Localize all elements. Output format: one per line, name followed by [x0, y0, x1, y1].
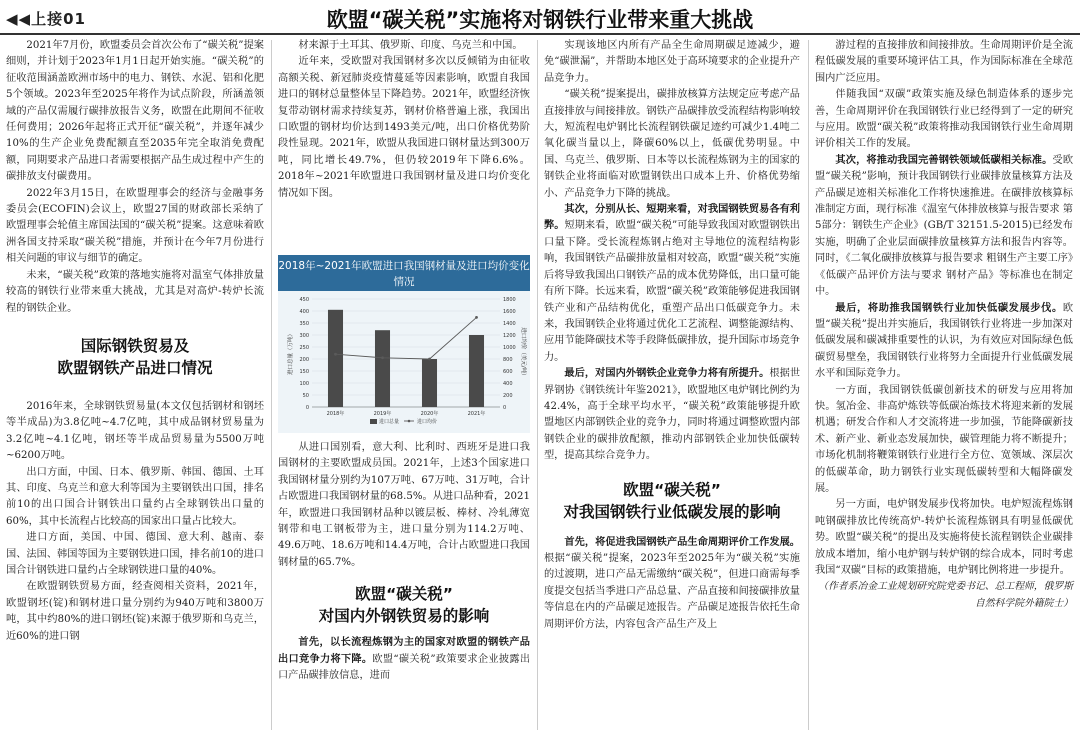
- column-1: [6, 38, 264, 645]
- paragraph: 受欧盟“碳关税”影响，预计我国钢铁行业碳排放量核算方法及产品碳足迹相关标准化工作将快速推进。在碳排放核算标准制定方面，现行标准《温室气体排放核算与报告要求 第5部分：钢铁生产企业》(GB/T 32151.5-2015)已经发布实施，明确了企业层面碳排放量核算方法和报告内容等。同时，《二氧化碳排放核算与报告要求 粗钢生产主要工序》《低碳产品评价方法与要求 钢材产品》等标准也在制定中。: [815, 154, 1074, 298]
- x-tick-label: 2018年: [326, 411, 345, 417]
- y-tick-label: 50: [302, 393, 309, 399]
- y2-tick-label: 1600: [503, 309, 516, 315]
- y2-tick-label: 1000: [503, 345, 516, 351]
- bar: [328, 310, 343, 407]
- section-heading: 欧盟钢铁产品进口情况: [57, 358, 213, 377]
- paragraph: 另一方面，电炉钢发展步伐将加快。电炉短流程炼钢吨钢碳排放比传统高炉-转炉长流程炼钢具有明显低碳优势。欧盟“碳关税”的提出及实施将使长流程钢铁企业碳排放成本增加，缩小电炉钢与转炉钢的综合成本，同时考虑我国“双碳”目标的政策措施，电炉钢比例将进一步提升。: [815, 499, 1073, 576]
- line-point: [475, 316, 478, 319]
- y-axis-label: 进口总量（万吨）: [288, 330, 294, 376]
- import-chart: [278, 255, 530, 433]
- paragraph: 实现该地区内所有产品全生命周期碳足迹减少，避免“碳泄漏”，并帮助本地区处于高环境要求的企业提升产品竞争力。: [544, 40, 800, 84]
- paragraph: 短期来看，欧盟“碳关税”可能导致我国对欧盟钢铁出口量下降。受长流程炼钢占绝对主导地位的流程结构影响，我国钢铁产品碳排放量相对较高，欧盟“碳关税”实施后将导致我国出口钢铁产品的成本优势降低，出口量可能有所下降。长远来看，欧盟“碳关税”政策能够促进我国钢铁产业和产品结构优化，重塑产品出口低碳竞争力。未来，我国钢铁企业将通过优化工艺流程、调整能源结构、应用节能降碳技术等手段降低碳排放，提升国际市场竞争力。: [544, 220, 800, 363]
- y2-tick-label: 200: [503, 393, 513, 399]
- paragraph: 根据世界钢协《钢铁统计年鉴2021》，欧盟地区电炉钢比例约为42.4%，高于全球平均水平，“碳关税”政策能够提升欧盟地区内部钢铁企业的竞争力，同时将通过调整欧盟内部钢铁企业的碳排放配额，推动内部钢铁企业加快低碳转型，提高其综合竞争力。: [544, 368, 801, 462]
- page-header: [0, 0, 1080, 34]
- y-tick-label: 0: [305, 405, 309, 411]
- paragraph: 进口方面，美国、中国、德国、意大利、越南、泰国、法国、韩国等国为主要钢铁进口国，排名前10的进口国合计钢铁进口量约占全球钢铁进口量的40%。: [6, 532, 264, 576]
- bold-lead: 最后，对国内外钢铁企业竞争力将有所提升。: [564, 368, 770, 380]
- y-tick-label: 150: [299, 369, 309, 375]
- column-4: [815, 38, 1073, 612]
- author-note: （作者系冶金工业规划研究院党委书记、总工程师，俄罗斯自然科学院外籍院士）: [818, 581, 1073, 609]
- column-2-lower: [278, 440, 530, 684]
- paragraph: 2022年3月15日，在欧盟理事会的经济与金融事务委员会(ECOFIN)会议上，欧盟27国的财政部长采纳了欧盟理事会轮值主席国法国的“碳关税”提案。这意味着欧洲各国支持采取“碳关税”措施，并预计在今年7月份进行相关问题的审议与细节的确定。: [6, 187, 264, 265]
- y2-axis-label: 进口均价（美元/吨）: [520, 327, 526, 379]
- paragraph: 欧盟“碳关税”政策要求企业披露出口产品碳排放信息，进而: [278, 653, 531, 682]
- bold-lead: 其次，将推动我国完善钢铁领域低碳相关标准。: [835, 154, 1053, 166]
- paragraph: 在欧盟钢铁贸易方面，经查阅相关资料，2021年，欧盟钢坯(锭)和钢材进口量分别约为940万吨和3800万吨，其中约80%的进口钢坯(锭)来源于俄罗斯和乌克兰，近60%的进口钢: [6, 581, 264, 642]
- chart-title: 2018年~2021年欧盟进口我国钢材量及进口均价变化情况: [278, 255, 530, 291]
- bold-lead: 最后，将助推我国钢铁行业加快低碳发展步伐。: [835, 302, 1063, 314]
- bold-lead: 其次，分别从长、短期来看，对我国钢铁贸易各有利弊。: [544, 204, 800, 232]
- paragraph: 未来，“碳关税”政策的落地实施将对温室气体排放量较高的钢铁行业带来重大挑战，尤其是对高炉-转炉长流程的钢铁企业。: [6, 269, 264, 314]
- y-tick-label: 250: [299, 345, 309, 351]
- y-tick-label: 200: [299, 357, 309, 363]
- paragraph: 出口方面，中国、日本、俄罗斯、韩国、德国、土耳其、印度、乌克兰和意大利等国为主要钢铁出口国，排名前10的出口国合计钢铁出口量约占全球钢铁出口量的60%，其中长流程占比较高的国家出口量占比较大。: [6, 466, 264, 527]
- column-2: [278, 38, 530, 202]
- y2-tick-label: 1200: [503, 333, 516, 339]
- column-divider: [808, 40, 809, 730]
- y2-tick-label: 400: [503, 381, 513, 387]
- bar: [469, 335, 484, 407]
- line-point: [381, 356, 384, 359]
- section-heading: 欧盟“碳关税”: [355, 585, 453, 604]
- legend-swatch-point: [408, 420, 411, 423]
- section-heading: 对我国钢铁行业低碳发展的影响: [563, 502, 781, 521]
- line-point: [334, 353, 337, 356]
- paragraph: “碳关税”提案提出，碳排放核算方法规定应考虑产品直接排放与间接排放。钢铁产品碳排放受流程结构影响较大，短流程电炉钢比长流程钢铁碳足迹约可减少1.4吨二氧化碳当量以上，降碳60%以上，低碳优势明显。中国、乌克兰、俄罗斯、日本等以长流程炼钢为主的国家的钢铁企业将面临对欧盟钢铁出口成本上升、价格优势缩小、产品竞争力下降的挑战。: [544, 89, 800, 199]
- paragraph: 从进口国别看，意大利、比利时、西班牙是进口我国钢材的主要欧盟成员国。2021年，上述3个国家进口我国钢材量分别约为107万吨、67万吨、31万吨，合计占欧盟进口我国钢材量的68.5%。从进口品种看，2021年，欧盟进口我国钢材品种以镀层板、棒材、冷轧薄宽钢带和电工钢板带为主，进口量分别为114.2万吨、49.6万吨、18.6万吨和14.4万吨，合计占欧盟进口我国钢材量的65.7%。: [278, 442, 530, 568]
- legend-swatch-bar: [370, 419, 377, 424]
- y-tick-label: 400: [299, 309, 309, 315]
- y-tick-label: 450: [299, 297, 309, 303]
- paragraph: 2016年来，全球钢铁贸易量(本文仅包括钢材和钢坯等半成品)为3.8亿吨~4.7亿吨，其中成品钢材贸易量为3.2亿吨~4.1亿吨，钢坯等半成品贸易量为5500万吨~6200万吨。: [6, 400, 264, 462]
- y2-tick-label: 1400: [503, 321, 516, 327]
- paragraph: 根据“碳关税”提案，2023年至2025年为“碳关税”实施的过渡期，进口产品无需缴纳“碳关税”，但进口商需每季度提交包括当季进口产品总量、产品直接和间接碳排放量等信息在内的产品碳足迹报告。产品碳足迹报告依托生命周期评价方法，内容包含产品生产及上: [544, 552, 800, 630]
- bold-lead: 首先，将促进我国钢铁产品生命周期评价工作发展。: [564, 536, 800, 548]
- paragraph: 欧盟“碳关税”提出并实施后，我国钢铁行业将进一步加深对低碳发展和碳减排重要性的认识，为有效应对国际绿色低碳贸易壁垒，我国钢铁行业将努力全面提升行业低碳发展水平和国际竞争力。: [815, 302, 1073, 380]
- column-divider: [271, 40, 272, 730]
- y2-tick-label: 0: [503, 405, 507, 411]
- bar: [375, 330, 390, 407]
- paragraph: 材来源于土耳其、俄罗斯、印度、乌克兰和中国。: [298, 40, 523, 51]
- y2-tick-label: 600: [503, 369, 513, 375]
- y-tick-label: 350: [299, 321, 309, 327]
- paragraph: 一方面，我国钢铁低碳创新技术的研发与应用将加快。氢冶金、非高炉炼铁等低碳冶炼技术将迎来新的发展机遇；研发合作和人才交流将进一步加强，节能降碳新技术、新产业、新业态发展加快，碳管理能力将不断提升；市场化机制将鞭策钢铁行业进行全方位、宽领域、深层次的低碳革命，助力钢铁行业实现低碳转型和大幅降碳发展。: [815, 384, 1073, 494]
- paragraph: 近年来，受欧盟对我国钢材多次以反倾销为由征收高额关税、新冠肺炎疫情蔓延等因素影响，欧盟自我国进口的钢材总量整体呈下降趋势。2021年，欧盟经济恢复带动钢材需求持续复苏，钢材价格普遍上涨，我国出口欧盟的钢材均价达到1493美元/吨，出口价格优势阶段性显现。2021年，欧盟从我国进口钢材量达到300万吨，同比增长49.7%，但仍较2019年下降6.6%。2018年~2021年欧盟进口我国钢材量及进口均价变化情况如下图。: [278, 56, 530, 199]
- bold-lead: 首先，以长流程炼钢为主的国家对欧盟的钢铁产品出口竞争力将下降。: [278, 637, 530, 665]
- headline: 欧盟“碳关税”实施将对钢铁行业带来重大挑战: [326, 8, 754, 32]
- legend-label: 进口均价: [417, 419, 438, 425]
- section-heading: 欧盟“碳关税”: [623, 480, 721, 499]
- paragraph: 伴随我国“双碳”政策实施及绿色制造体系的逐步完善，生命周期评价在我国钢铁行业已经得到了一定的研究与应用。欧盟“碳关税”政策将推动我国钢铁行业生命周期评价相关工作的发展。: [815, 89, 1073, 150]
- section-heading: 对国内外钢铁贸易的影响: [318, 607, 490, 626]
- header-rule: [0, 33, 1080, 35]
- x-tick-label: 2019年: [373, 411, 392, 417]
- y-tick-label: 300: [299, 333, 309, 339]
- paragraph: 游过程的直接排放和间接排放。生命周期评价是全流程低碳发展的重要环境评估工具，作为国际标准在全球范围内广泛应用。: [815, 40, 1073, 84]
- y-tick-label: 100: [299, 381, 309, 387]
- section-heading: 国际钢铁贸易及: [80, 336, 190, 355]
- column-3: [544, 38, 800, 633]
- line-point: [428, 358, 431, 361]
- y2-tick-label: 1800: [503, 297, 516, 303]
- legend-label: 进口总量: [379, 419, 400, 425]
- x-tick-label: 2020年: [420, 411, 439, 417]
- bar: [422, 359, 437, 407]
- x-tick-label: 2021年: [467, 411, 486, 417]
- y2-tick-label: 800: [503, 357, 513, 363]
- paragraph: 2021年7月份，欧盟委员会首次公布了“碳关税”提案细则，并计划于2023年1月1日起开始实施。“碳关税”的征收范围涵盖欧洲市场中的电力、钢铁、水泥、铝和化肥5个领域。2023年至2025年将作为试点阶段，所涵盖领域的产品仅需履行碳排放报告义务，欧盟在此期间不征收任何费用；2026年起将正式开征“碳关税”，并逐年减少10%的生产企业免费配额直至2035年完全取消免费配额，同期要求产品进口者需要根据产品生成过程中产生的碳排放支付碳费用。: [6, 40, 264, 183]
- column-divider: [537, 40, 538, 730]
- chart-plot: [278, 291, 530, 433]
- continued-from-label: ◀◀上接01: [6, 10, 86, 28]
- line-series: [336, 317, 477, 359]
